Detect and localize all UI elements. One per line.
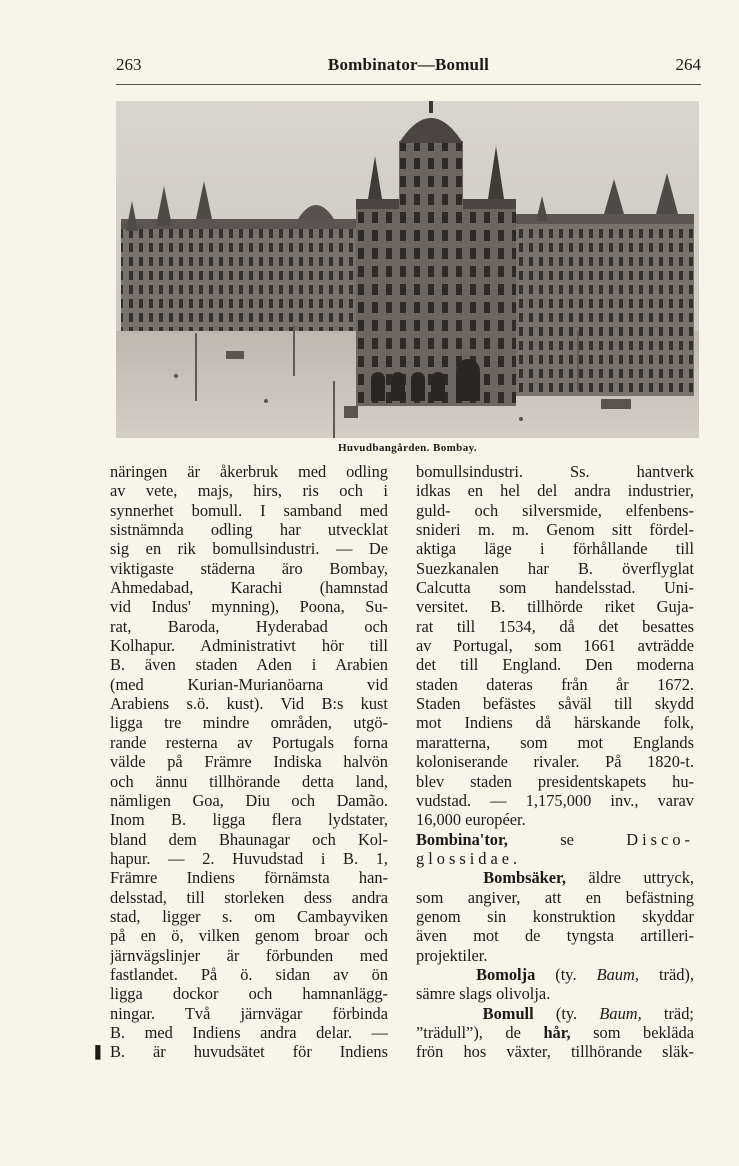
text-line: idkas en hel del andra industrier, xyxy=(416,481,694,501)
text-line: av vete, majs, hirs, ris och i xyxy=(110,481,388,501)
text-line: genom sin konstruktion skyddar xyxy=(416,906,694,926)
text-line: Calcutta som handelsstad. Uni- xyxy=(416,578,694,598)
text-line: ”trädull”), de hår, som bekläda xyxy=(416,1022,694,1042)
text-line: nämligen Goa, Diu och Damão. xyxy=(110,790,388,810)
text-line: guld- och silversmide, elfenbens- xyxy=(416,500,694,520)
text-line: Arabiens s.ö. kust). Vid B:s kust xyxy=(110,694,388,714)
entry-headword: Bombsäker, xyxy=(483,868,566,888)
text-line: fastlandet. På ö. sidan av ön xyxy=(110,964,388,984)
text-line xyxy=(416,849,694,868)
text-line: det till England. Den moderna xyxy=(416,655,694,675)
text-line: aktiga läge i förhållande till xyxy=(416,539,694,559)
text-line: Suezkanalen har B. överflyglat xyxy=(416,558,694,578)
entry-bombsaker: Bombsäker, äldre uttryck, xyxy=(483,868,694,888)
running-title: Bombinator—Bomull xyxy=(327,55,490,74)
text-line: sämre slags olivolja. xyxy=(416,984,551,1004)
text-line: vid Indus' mynning), Poona, Su- xyxy=(110,597,388,617)
entry-headword: Bombina'tor, xyxy=(416,829,508,849)
text-line: versitet. B. tillhörde riket Guja- xyxy=(416,597,694,617)
text-line: 16,000 européer. xyxy=(416,810,526,830)
text-line: och ännu tillhörande detta land, xyxy=(110,771,388,791)
text-line: vudstad. — 1,175,000 inv., varav xyxy=(416,790,694,810)
text-line: sniderі m. m. Genom sitt fördel- xyxy=(416,520,694,540)
cross-reference: Disco- xyxy=(626,829,694,849)
text-line: stad, ligger s. om Cambayviken xyxy=(110,906,388,926)
text-line: välde på Främre Indiska halvön xyxy=(110,752,388,772)
text-line: bland dem Bhaunagar och Kol- xyxy=(110,829,388,849)
text-line: näringen är åkerbruk med odling xyxy=(110,462,388,481)
text-line: koloniserande rivaler. På 1820-t. xyxy=(416,752,694,772)
text-line: sig en rik bomullsindustri. — De xyxy=(110,539,388,559)
text-line: delsstad, till storleken dess andra xyxy=(110,887,388,907)
figure-caption: Huvudbangården. Bombay. xyxy=(337,442,478,454)
text-line: Ahmedabad, Karachi (hamnstad xyxy=(110,578,388,598)
text-line: av Portugal, som 1661 avträdde xyxy=(416,636,694,656)
text-line: staden dateras från år 1672. xyxy=(416,674,694,694)
entry-bombinator: Bombina'tor, se Disco- xyxy=(416,829,694,849)
text-line: mot Indiens då härskande folk, xyxy=(416,713,694,733)
margin-marker: ❚ xyxy=(92,1045,104,1060)
text-column-right xyxy=(416,462,694,1062)
station-photograph xyxy=(116,101,699,438)
text-line: (med Kurian-Murianöarna vid xyxy=(110,674,388,694)
header-rule xyxy=(116,84,701,85)
text-line: på en ö, vilken genom broar och xyxy=(110,926,388,946)
cross-reference: glossidae. xyxy=(416,848,522,868)
text-line: ligga tre mindre områden, utgö- xyxy=(110,713,388,733)
text-line: B. med Indiens andra delar. — xyxy=(110,1022,388,1042)
running-header xyxy=(116,55,701,81)
text-line: Främre Indiens förnämsta han- xyxy=(110,868,388,888)
text-line: Staden befästes såväl till skydd xyxy=(416,694,694,714)
text-line: synnerhet bomull. I samband med xyxy=(110,500,388,520)
text-line: även mot de tyngsta artilleri- xyxy=(416,926,694,946)
text-line: maratterna, som mot Englands xyxy=(416,732,694,752)
entry-bomolja: Bomolja (ty. Baum, träd), xyxy=(476,964,694,984)
text-line: rat, Baroda, Hyderabad och xyxy=(110,616,388,636)
text-line: rande resterna av Portugals forna xyxy=(110,732,388,752)
text-line: sistnämnda odling har utvecklat xyxy=(110,520,388,540)
entry-bomull: Bomull (ty. Baum, träd; xyxy=(482,1003,694,1023)
page-number-left: 263 xyxy=(116,55,142,74)
text-line: rat till 1534, då det besattes xyxy=(416,616,694,636)
text-line: frön hos växter, tillhörande släk- xyxy=(416,1042,694,1062)
text-line: ligga dockor och hamnanlägg- xyxy=(110,984,388,1004)
text-line: bomullsindustri. Ss. hantverk xyxy=(416,462,694,481)
text-line: viktigaste städerna äro Bombay, xyxy=(110,558,388,578)
text-column-left xyxy=(110,462,388,1062)
text-line: projektiler. xyxy=(416,945,488,965)
text-line: Kolhapur. Administrativt hör till xyxy=(110,636,388,656)
text-line: ningar. Två järnvägar förbinda xyxy=(110,1003,388,1023)
text-line: Inom B. ligga flera lydstater, xyxy=(110,810,388,830)
page-number-right: 264 xyxy=(675,55,701,74)
entry-headword: Bomull xyxy=(482,1003,534,1023)
entry-headword: Bomolja xyxy=(476,964,536,984)
text-line: blev staden presidentskapets hu- xyxy=(416,771,694,791)
text-line: B. är huvudsätet för Indiens xyxy=(110,1042,388,1062)
text-line: järnvägslinjer är förbunden med xyxy=(110,945,388,965)
text-line: hapur. — 2. Huvudstad i B. 1, xyxy=(110,848,388,868)
text-line: B. även staden Aden i Arabien xyxy=(110,655,388,675)
text-line: som angiver, att en befästning xyxy=(416,887,694,907)
